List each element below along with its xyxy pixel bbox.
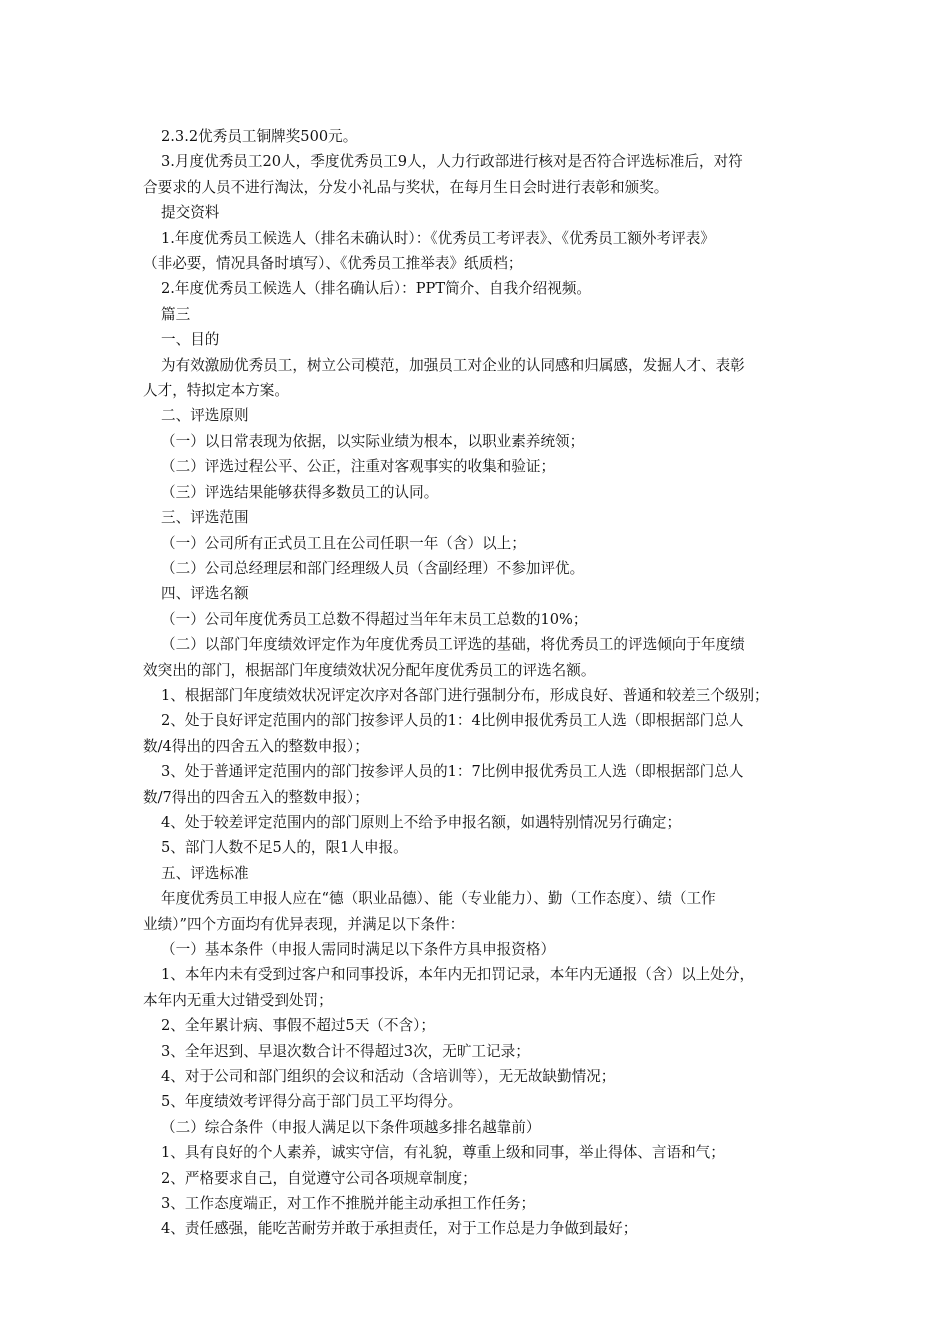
text-line: （一）以日常表现为依据，以实际业绩为根本，以职业素养统领； (161, 432, 585, 450)
text-line: 一、目的 (161, 331, 220, 349)
text-line: 三、评选范围 (161, 509, 249, 527)
text-line: 二、评选原则 (161, 407, 249, 425)
text-line: 2、严格要求自己，自觉遵守公司各项规章制度； (161, 1169, 477, 1187)
text-line: （二）评选过程公平、公正，注重对客观事实的收集和验证； (161, 458, 556, 476)
text-line: 数/7得出的四舍五入的整数申报）； (143, 788, 369, 806)
text-line: 2、全年累计病、事假不超过5天（不含）； (161, 1017, 435, 1035)
text-line: 3、全年迟到、早退次数合计不得超过3次，无旷工记录； (161, 1042, 530, 1060)
text-line: （一）公司所有正式员工且在公司任职一年（含）以上； (161, 534, 526, 552)
text-line: 五、评选标准 (161, 864, 249, 882)
text-line: 1.年度优秀员工候选人（排名未确认时）：《优秀员工考评表》、《优秀员工额外考评表》 (161, 229, 715, 247)
text-line: 3、处于普通评定范围内的部门按参评人员的1：7比例申报优秀员工人选（即根据部门总人 (161, 763, 744, 781)
text-line: 5、部门人数不足5人的，限1人申报。 (161, 839, 408, 857)
text-line: 4、处于较差评定范围内的部门原则上不给予申报名额，如遇特别情况另行确定； (161, 813, 682, 831)
text-line: （一）基本条件（申报人需同时满足以下条件方具申报资格） (161, 941, 556, 958)
text-line: 4、对于公司和部门组织的会议和活动（含培训等），无无故缺勤情况； (161, 1068, 616, 1086)
text-line: （二）公司总经理层和部门经理级人员（含副经理）不参加评优。 (161, 559, 585, 577)
document-body (143, 124, 823, 1242)
text-line: 1、具有良好的个人素养，诚实守信，有礼貌，尊重上级和同事，举止得体、言语和气； (161, 1144, 725, 1162)
text-line: 四、评选名额 (161, 585, 249, 603)
text-line: （二）综合条件（申报人满足以下条件项越多排名越靠前） (161, 1118, 541, 1136)
text-line: 3.月度优秀员工20人，季度优秀员工9人，人力行政部进行核对是否符合评选标准后，对符 (161, 153, 743, 171)
text-line: 提交资料 (161, 204, 220, 222)
text-line: （二）以部门年度绩效评定作为年度优秀员工评选的基础，将优秀员工的评选倾向于年度绩 (161, 636, 745, 654)
text-line: （非必要，情况具备时填写）、《优秀员工推举表》纸质档； (143, 255, 523, 273)
text-line: 5、年度绩效考评得分高于部门员工平均得分。 (161, 1093, 463, 1111)
text-line: （三）评选结果能够获得多数员工的认同。 (161, 483, 439, 501)
text-line: 效突出的部门，根据部门年度绩效状况分配年度优秀员工的评选名额。 (143, 661, 596, 679)
text-line: 人才，特拟定本方案。 (143, 382, 289, 400)
text-line: 合要求的人员不进行淘汰，分发小礼品与奖状，在每月生日会时进行表彰和颁奖。 (143, 178, 669, 196)
text-line: 本年内无重大过错受到处罚； (143, 991, 333, 1009)
text-line: 篇三 (161, 305, 191, 323)
text-line: 2、处于良好评定范围内的部门按参评人员的1：4比例申报优秀员工人选（即根据部门总人 (161, 712, 744, 730)
text-line: 3、工作态度端正，对工作不推脱并能主动承担工作任务； (161, 1195, 536, 1213)
text-line: 业绩）”四个方面均有优异表现，并满足以下条件： (143, 915, 465, 933)
text-line: （一）公司年度优秀员工总数不得超过当年年末员工总数的10%； (161, 610, 588, 628)
text-line: 2.年度优秀员工候选人（排名确认后）：PPT简介、自我介绍视频。 (161, 280, 592, 298)
text-line: 1、本年内未有受到过客户和同事投诉，本年内无扣罚记录，本年内无通报（含）以上处分， (161, 966, 755, 984)
text-line: 1、根据部门年度绩效状况评定次序对各部门进行强制分布，形成良好、普通和较差三个级别； (161, 686, 769, 704)
text-line: 4、责任感强，能吃苦耐劳并敢于承担责任，对于工作总是力争做到最好； (161, 1220, 638, 1238)
text-line: 2.3.2优秀员工铜牌奖500元。 (161, 128, 358, 145)
text-line: 为有效激励优秀员工，树立公司模范，加强员工对企业的认同感和归属感，发掘人才、表彰 (161, 356, 745, 374)
text-line: 数/4得出的四舍五入的整数申报）； (143, 737, 369, 755)
text-line: 年度优秀员工申报人应在“德（职业品德）、能（专业能力）、勤（工作态度）、绩（工作 (161, 890, 716, 908)
